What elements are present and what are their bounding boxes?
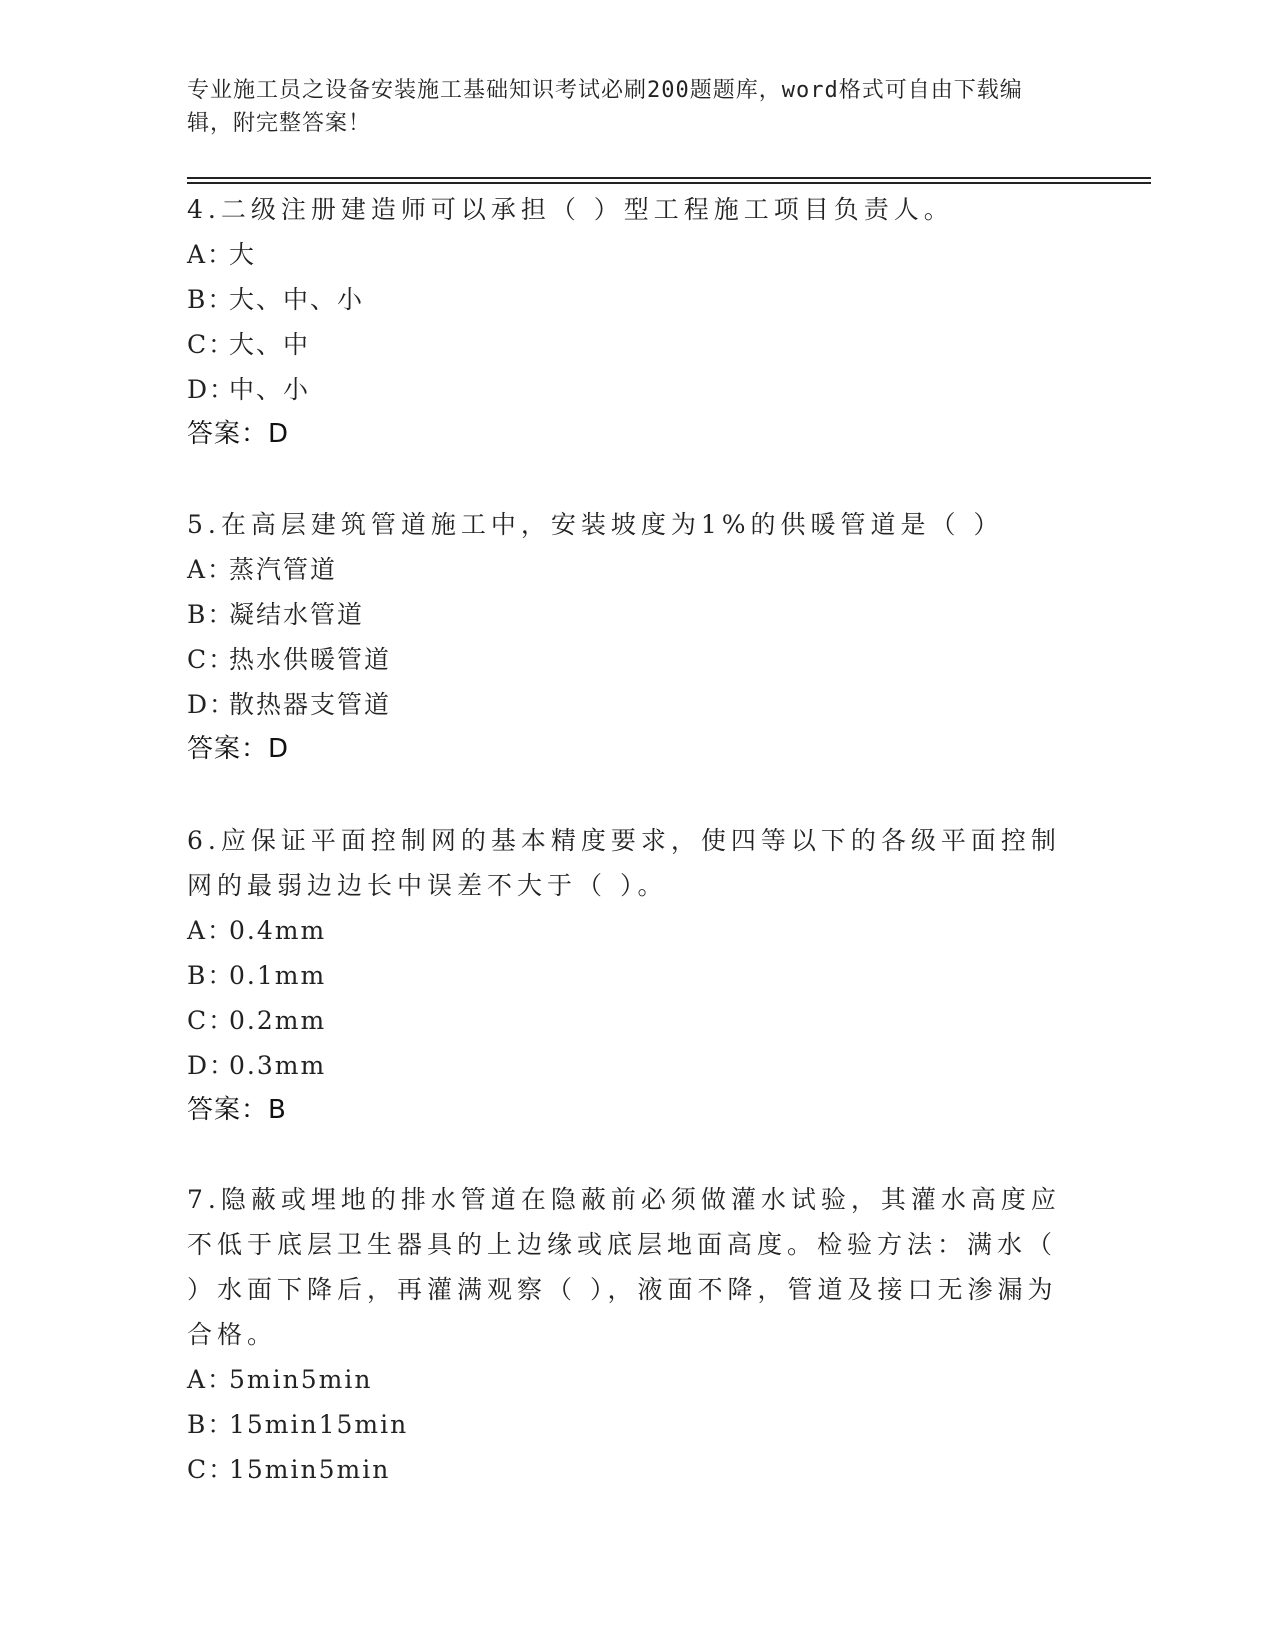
- answer-line: 答案：D: [187, 734, 290, 764]
- answer-line: 答案：B: [187, 1095, 287, 1125]
- option-c: C：大、中: [187, 330, 311, 359]
- option-a: A：0.4mm: [187, 916, 327, 945]
- option-a: A：大: [187, 240, 257, 269]
- option-d: D：0.3mm: [187, 1051, 327, 1080]
- option-b: B：0.1mm: [187, 961, 327, 990]
- option-b: B：大、中、小: [187, 285, 365, 314]
- option-c: C：0.2mm: [187, 1006, 327, 1035]
- question-6: [187, 818, 1087, 1133]
- question-stem: 7.隐蔽或埋地的排水管道在隐蔽前必须做灌水试验，其灌水高度应不低于底层卫生器具的上边缘或底层地面高度。检验方法：满水（ ）水面下降后，再灌满观察（ ），液面不降，管道及接口无渗漏为合格。: [187, 1185, 1061, 1349]
- question-4: [187, 187, 1087, 457]
- option-a: A：5min5min: [187, 1365, 373, 1394]
- question-stem: 6.应保证平面控制网的基本精度要求，使四等以下的各级平面控制网的最弱边边长中误差不大于（ ）。: [187, 826, 1061, 900]
- option-c: C：15min5min: [187, 1455, 391, 1484]
- question-stem: 4.二级注册建造师可以承担（ ）型工程施工项目负责人。: [187, 195, 954, 224]
- question-5: [187, 502, 1087, 772]
- header-divider-top: [187, 177, 1151, 179]
- answer-line: 答案：D: [187, 419, 290, 449]
- option-b: B：凝结水管道: [187, 600, 365, 629]
- option-d: D：中、小: [187, 375, 311, 404]
- option-b: B：15min15min: [187, 1410, 409, 1439]
- document-title: 专业施工员之设备安装施工基础知识考试必刷200题题库，word格式可自由下载编辑，附完整答案！: [187, 78, 1023, 136]
- header-divider-bottom: [187, 182, 1151, 184]
- option-d: D：散热器支管道: [187, 690, 392, 719]
- question-7: [187, 1177, 1087, 1492]
- question-stem: 5.在高层建筑管道施工中，安装坡度为1%的供暖管道是（ ）: [187, 510, 1004, 539]
- option-c: C：热水供暖管道: [187, 645, 392, 674]
- option-a: A：蒸汽管道: [187, 555, 338, 584]
